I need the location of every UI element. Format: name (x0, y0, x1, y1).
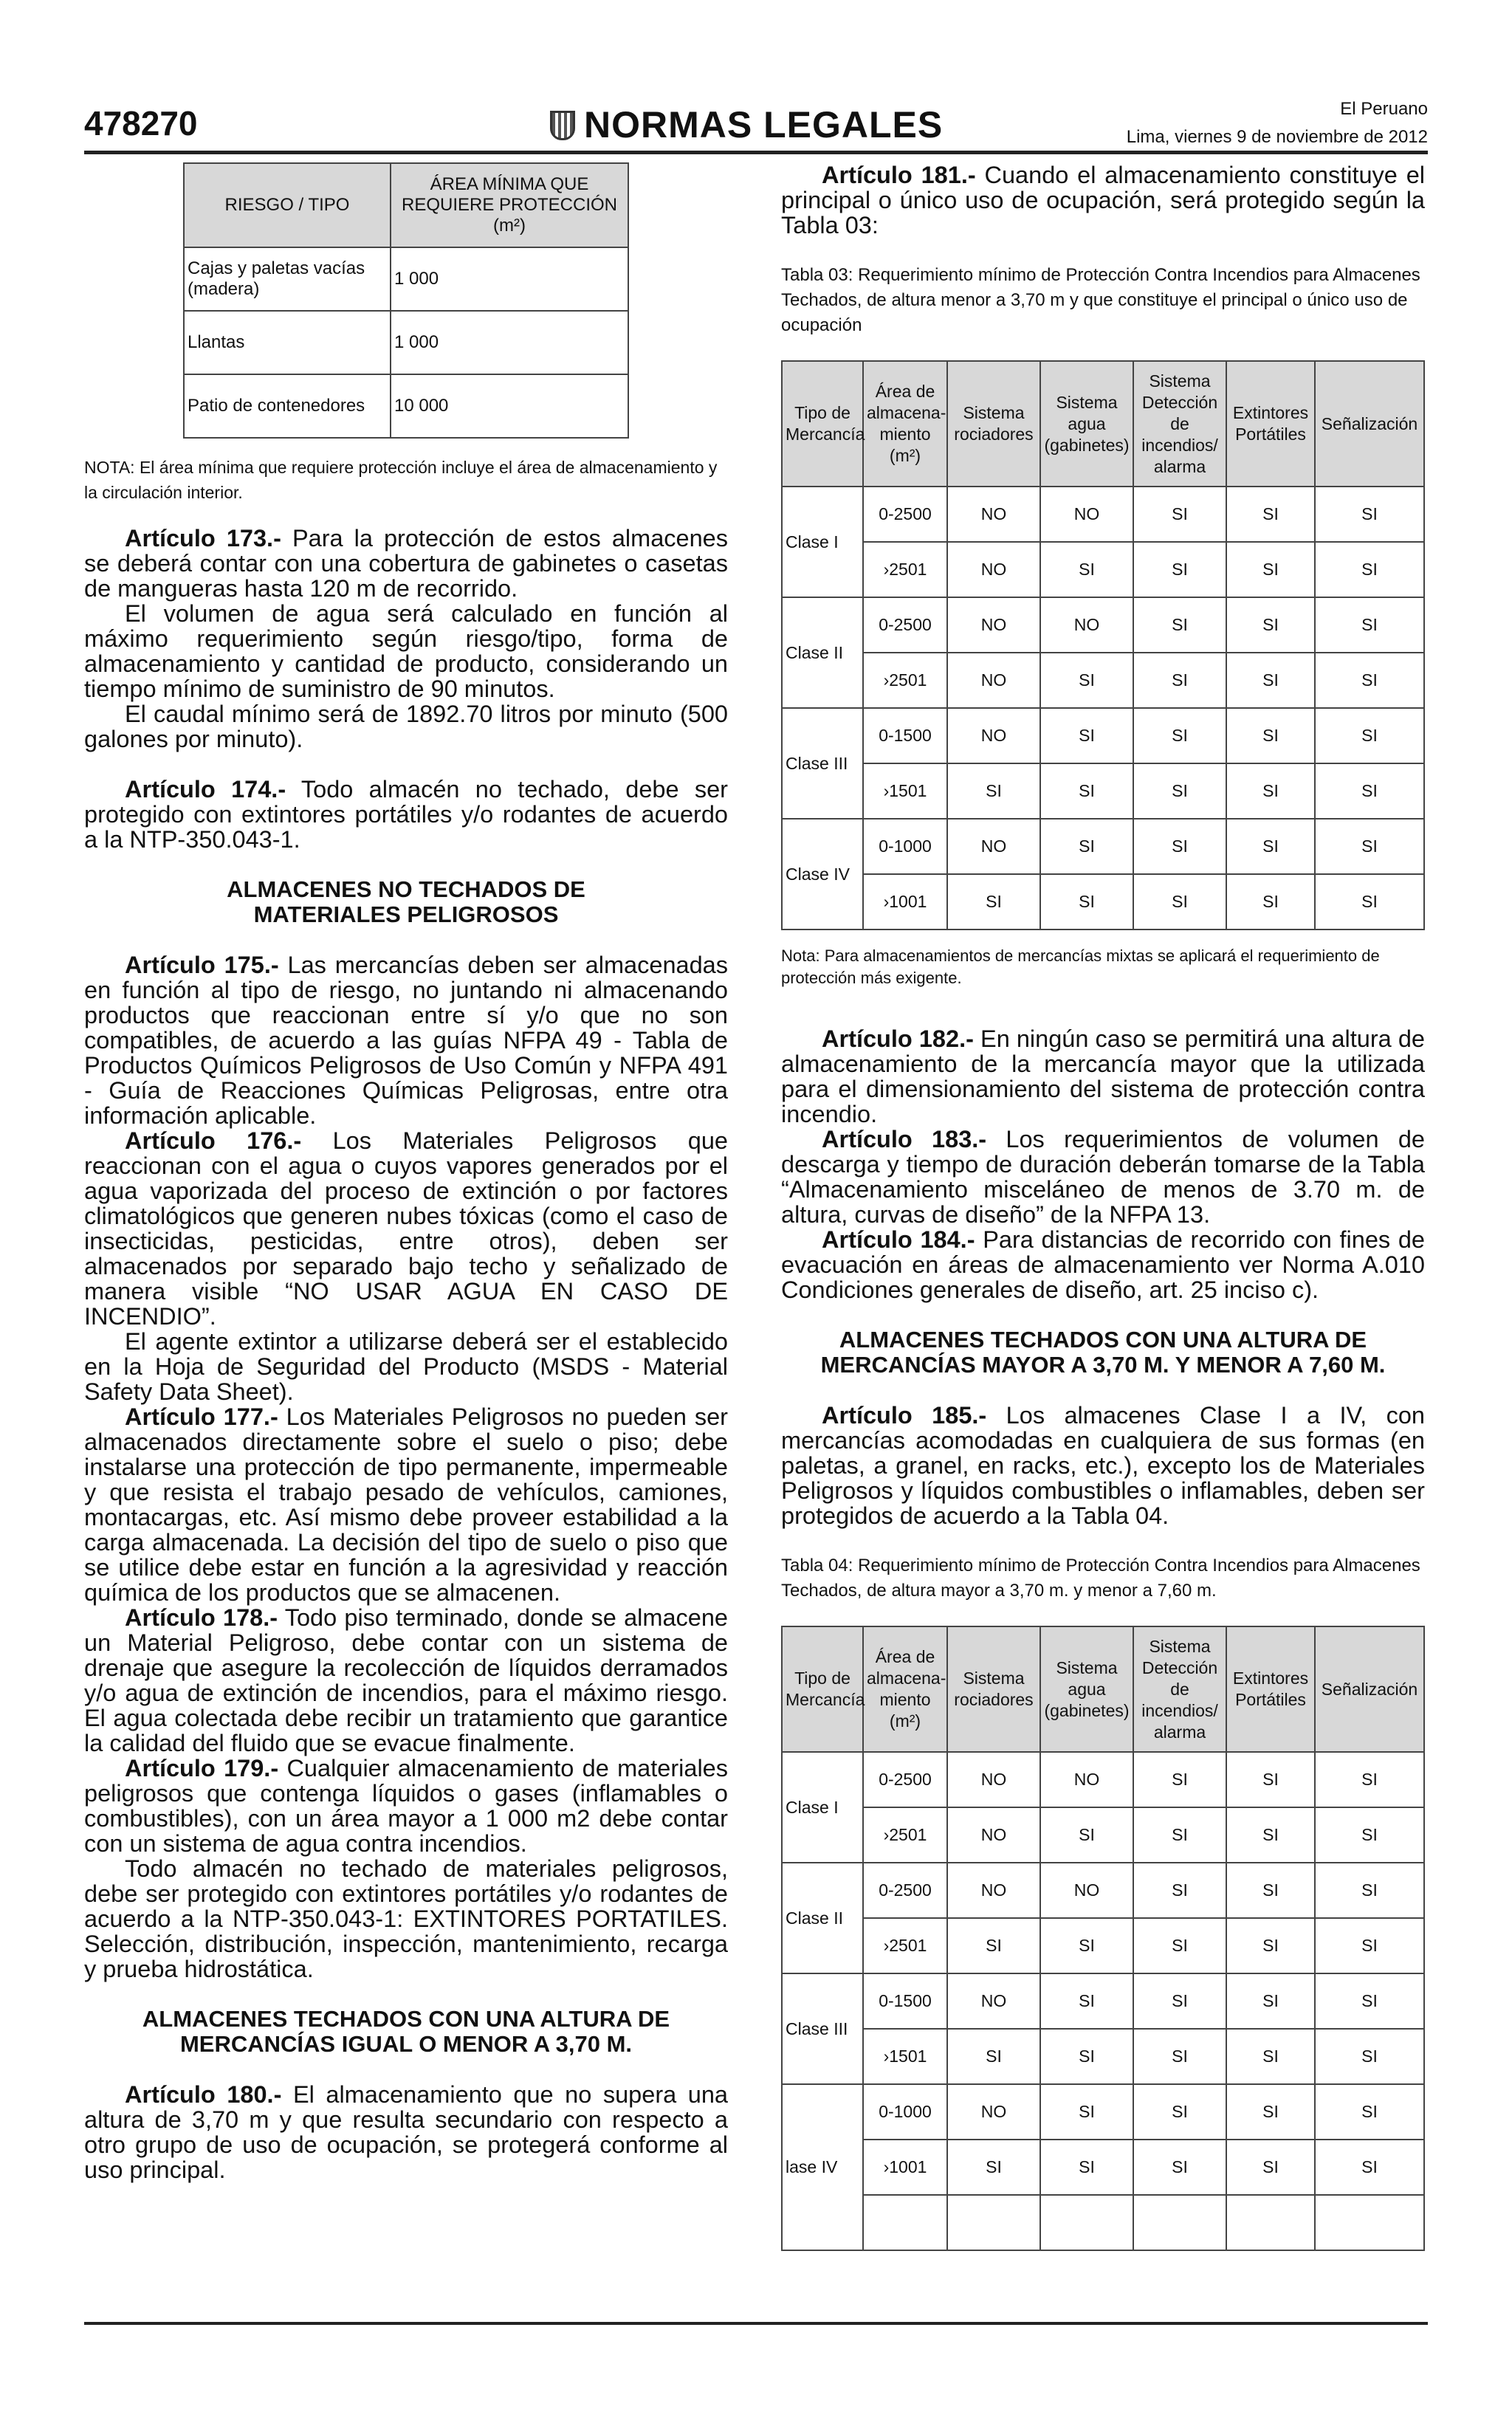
table-row (782, 2195, 1424, 2250)
col-header: Tipo de Mercancía (782, 1626, 863, 1752)
table-row (782, 653, 1424, 708)
clase-cell: Clase I (782, 1752, 863, 1863)
table-cell: SI (1040, 2029, 1133, 2084)
article-180 (84, 2082, 728, 2182)
table-cell: NO (947, 1807, 1040, 1863)
table-cell: 0-2500 (863, 487, 947, 542)
table-cell: SI (1226, 487, 1315, 542)
table-cell: SI (1226, 1807, 1315, 1863)
table-cell: SI (1226, 874, 1315, 929)
article-182 (781, 1026, 1425, 1127)
table-cell: SI (1226, 653, 1315, 708)
riesgo-area: 1 000 (391, 311, 628, 374)
col-header: Señalización (1315, 1626, 1424, 1752)
table-cell: NO (947, 708, 1040, 763)
table-cell: NO (947, 542, 1040, 597)
table-cell: SI (1133, 2084, 1226, 2140)
article-178-text: Todo piso terminado, donde se almacene un Material Peligroso, debe contar con un sistema de drenaje que asegure la recolección de líquidos derramados y/o agua de extinción de incendios, para el máximo riesgo. El agua colectada debe recibir un tratamiento que garantice la calidad del fluido que se evacue finalmente. (84, 1604, 729, 1756)
riesgo-table (183, 162, 629, 439)
table-cell: SI (1315, 763, 1424, 819)
table-cell: SI (1040, 819, 1133, 874)
article-182-lead: Artículo 182.- (822, 1025, 974, 1052)
table-cell: SI (1315, 1807, 1424, 1863)
table-cell: SI (1315, 1863, 1424, 1918)
table-cell: NO (1040, 1863, 1133, 1918)
table-04-header-row (782, 1626, 1424, 1752)
article-173-text: Para la protección de estos almacenes se deberá contar con una cobertura de gabinetes o casetas de mangueras hasta 120 m de recorrido. (84, 525, 729, 602)
article-180-lead: Artículo 180.- (125, 2081, 282, 2108)
col-header: Tipo de Mercancía (782, 361, 863, 487)
table-cell: SI (947, 2029, 1040, 2084)
table-cell: SI (1315, 2029, 1424, 2084)
table-row (782, 1752, 1424, 1807)
table-cell: SI (1040, 763, 1133, 819)
page-number: 478270 (84, 104, 198, 142)
table-cell: SI (947, 874, 1040, 929)
table-cell: NO (947, 1863, 1040, 1918)
table-row (782, 1807, 1424, 1863)
table-03-caption: Tabla 03: Requerimiento mínimo de Protección Contra Incendios para Almacenes Techados, de altura menor a 3,70 m y que constituye el principal o único uso de ocupación (781, 265, 1420, 335)
table-cell: SI (1315, 819, 1424, 874)
section-title-text: NORMAS LEGALES (584, 104, 944, 145)
table-row (782, 2029, 1424, 2084)
article-185-lead: Artículo 185.- (822, 1402, 987, 1429)
table-cell: NO (947, 1752, 1040, 1807)
article-179-p2-text: Todo almacén no techado de materiales peligrosos, debe ser protegido con extintores portátiles y/o rodantes de acuerdo a la NTP-350.043-1: EXTINTORES PORTATILES. Selección, distribución, inspección, mantenimiento, recarga y prueba hidrostática. (84, 1855, 728, 1982)
col-header: Sistema Detección de incendios/ alarma (1133, 1626, 1226, 1752)
table-cell (1315, 2195, 1424, 2250)
table-cell: SI (1226, 597, 1315, 653)
article-173-p3 (84, 701, 728, 752)
article-185-text: Los almacenes Clase I a IV, con mercancías acomodadas en cualquiera de sus formas (en paletas, a granel, en racks, etc.), excepto los de Materiales Peligrosos y líquidos combustibles o inflamables, deben ser protegidos de acuerdo a la Tabla 04. (781, 1402, 1425, 1529)
table-cell: SI (1226, 819, 1315, 874)
table-cell: SI (1133, 1918, 1226, 1973)
footer-rule (84, 2322, 1428, 2325)
table-cell: SI (1133, 2140, 1226, 2195)
table-row (782, 874, 1424, 929)
table-row (782, 597, 1424, 653)
table-cell: NO (947, 487, 1040, 542)
table-cell: NO (1040, 597, 1133, 653)
col-header: Extintores Portátiles (1226, 1626, 1315, 1752)
article-173-p2 (84, 601, 728, 701)
table-cell: NO (947, 819, 1040, 874)
article-176-p2-text: El agente extintor a utilizarse deberá ser el establecido en la Hoja de Seguridad del Producto (MSDS - Material Safety Data Sheet). (84, 1328, 728, 1405)
table-03-note: Nota: Para almacenamientos de mercancías mixtas se aplicará el requerimiento de protección más exigente. (781, 946, 1380, 987)
clase-cell: Clase IV (782, 819, 863, 929)
article-175 (84, 952, 728, 1128)
article-177-lead: Artículo 177.- (125, 1403, 278, 1430)
area-header: ÁREA MÍNIMA QUE REQUIERE PROTECCIÓN (m²) (391, 163, 628, 247)
table-cell: SI (1133, 597, 1226, 653)
table-cell: SI (1040, 2140, 1133, 2195)
article-175-text: Las mercancías deben ser almacenadas en función al tipo de riesgo, no juntando ni almacenando productos que reaccionan entre sí y/o que no son compatibles, de acuerdo a las guías NFPA 49 - Tabla de Productos Químicos Peligrosos de Uso Común y NFPA 491 - Guía de Reacciones Químicas Peligrosas, entre otra información aplicable. (84, 952, 728, 1129)
table-cell (1226, 2195, 1315, 2250)
table-cell: ›2501 (863, 1807, 947, 1863)
table-cell: ›2501 (863, 653, 947, 708)
col-header: Sistema Detección de incendios/ alarma (1133, 361, 1226, 487)
table-cell: SI (1315, 1752, 1424, 1807)
table-cell: SI (1315, 487, 1424, 542)
table-cell: SI (1133, 819, 1226, 874)
table-cell: SI (1133, 1807, 1226, 1863)
table-cell: SI (947, 1918, 1040, 1973)
article-181-text: Cuando el almacenamiento constituye el principal o único uso de ocupación, será protegido según la Tabla 03: (781, 162, 1425, 238)
left-column (84, 162, 728, 2182)
clase-cell: Clase II (782, 597, 863, 708)
table-cell: SI (1040, 1807, 1133, 1863)
table-cell: SI (1133, 708, 1226, 763)
table-cell (1040, 2195, 1133, 2250)
article-178-lead: Artículo 178.- (125, 1604, 278, 1631)
clase-cell: lase IV (782, 2084, 863, 2250)
table-cell: SI (1315, 874, 1424, 929)
table-04 (781, 1626, 1425, 2251)
table-cell: 0-2500 (863, 597, 947, 653)
table-cell: SI (1315, 2140, 1424, 2195)
table-cell: SI (1226, 1973, 1315, 2029)
table-cell: ›1001 (863, 2140, 947, 2195)
col-header: Sistema agua (gabinetes) (1040, 361, 1133, 487)
section-heading-techados-menor: ALMACENES TECHADOS CON UNA ALTURA DE MERCANCÍAS IGUAL O MENOR A 3,70 M. (142, 2006, 670, 2057)
article-179 (84, 1756, 728, 1856)
article-177 (84, 1404, 728, 1605)
newspaper-section-title (550, 103, 943, 146)
col-header: Sistema rociadores (947, 361, 1040, 487)
table-row (782, 542, 1424, 597)
table-row (782, 2084, 1424, 2140)
table-cell: SI (1040, 2084, 1133, 2140)
section-heading-no-techados: ALMACENES NO TECHADOS DE MATERIALES PELIGROSOS (227, 876, 585, 927)
clase-cell: Clase I (782, 487, 863, 597)
col-header: Área de almacena-miento (m²) (863, 361, 947, 487)
table-cell: SI (1133, 874, 1226, 929)
table-04-caption: Tabla 04: Requerimiento mínimo de Protección Contra Incendios para Almacenes Techados, de altura mayor a 3,70 m. y menor a 7,60 m. (781, 1556, 1420, 1601)
col-header: Señalización (1315, 361, 1424, 487)
table-row (782, 708, 1424, 763)
col-header: Sistema agua (gabinetes) (1040, 1626, 1133, 1752)
article-184 (781, 1227, 1425, 1302)
riesgo-area: 10 000 (391, 374, 628, 438)
table-row (782, 1973, 1424, 2029)
table-cell: SI (1040, 1973, 1133, 2029)
table-cell: SI (1133, 1973, 1226, 2029)
clase-cell: Clase III (782, 1973, 863, 2084)
publication-name: El Peruano (1340, 99, 1428, 119)
table-cell: 0-1000 (863, 2084, 947, 2140)
article-176 (84, 1128, 728, 1329)
col-header: Área de almacena-miento (m²) (863, 1626, 947, 1752)
article-173-p2-text: El volumen de agua será calculado en función al máximo requerimiento según riesgo/tipo, forma de almacenamiento y cantidad de producto, considerando un tiempo mínimo de suministro de 90 minutos. (84, 600, 728, 702)
table-cell: ›2501 (863, 1918, 947, 1973)
table-cell: 0-1000 (863, 819, 947, 874)
table-cell (863, 2195, 947, 2250)
table-cell: ›1501 (863, 763, 947, 819)
table-cell: 0-2500 (863, 1752, 947, 1807)
table-cell: SI (1040, 874, 1133, 929)
table-row (782, 1863, 1424, 1918)
table-row (782, 819, 1424, 874)
table-row (782, 487, 1424, 542)
riesgo-row (184, 311, 628, 374)
article-174-lead: Artículo 174.- (125, 776, 286, 803)
table-03-body (782, 487, 1424, 929)
clase-cell: Clase III (782, 708, 863, 819)
clase-cell: Clase II (782, 1863, 863, 1973)
table-cell: NO (947, 597, 1040, 653)
riesgo-type: Patio de contenedores (184, 374, 391, 438)
riesgo-row (184, 374, 628, 438)
table-cell: SI (1315, 2084, 1424, 2140)
table-cell: SI (1226, 542, 1315, 597)
table-cell: NO (1040, 487, 1133, 542)
col-header: Sistema rociadores (947, 1626, 1040, 1752)
table-cell: SI (1040, 708, 1133, 763)
table-cell: SI (1040, 1918, 1133, 1973)
table-cell (947, 2195, 1040, 2250)
table-cell: SI (1133, 763, 1226, 819)
article-175-lead: Artículo 175.- (125, 952, 279, 978)
table-cell: SI (1133, 1863, 1226, 1918)
riesgo-row (184, 247, 628, 311)
col-header: Extintores Portátiles (1226, 361, 1315, 487)
table-cell: NO (947, 653, 1040, 708)
table-cell: SI (1226, 1918, 1315, 1973)
table-cell: ›1001 (863, 874, 947, 929)
table-cell: NO (1040, 1752, 1133, 1807)
table-row (782, 2140, 1424, 2195)
table-cell: SI (947, 763, 1040, 819)
article-178 (84, 1605, 728, 1756)
article-183-lead: Artículo 183.- (822, 1126, 987, 1152)
table-cell: SI (1315, 597, 1424, 653)
table-cell: SI (1133, 2029, 1226, 2084)
table-cell: SI (1226, 2084, 1315, 2140)
riesgo-header-row (184, 163, 628, 247)
table-cell: 0-1500 (863, 1973, 947, 2029)
article-183-text: Los requerimientos de volumen de descarga y tiempo de duración deberán tomarse de la Tabla “Almacenamiento misceláneo de menos de 3.70 m. de altura, curvas de diseño” de la NFPA 13. (781, 1126, 1426, 1228)
table-cell: SI (1315, 1973, 1424, 2029)
publication-date: Lima, viernes 9 de noviembre de 2012 (1126, 127, 1428, 147)
article-176-p2 (84, 1329, 728, 1404)
table-cell (1133, 2195, 1226, 2250)
table-cell: SI (1226, 708, 1315, 763)
table-cell: SI (1226, 763, 1315, 819)
table-cell: SI (1040, 653, 1133, 708)
table-cell: SI (1315, 708, 1424, 763)
article-176-text: Los Materiales Peligrosos que reaccionan con el agua o cuyos vapores generados por el agua vaporizada del proceso de extinción o por factores climatológicos que generen nubes tóxicas (como el caso de insecticidas, pesticidas, entre otros), deben ser almacenados por separado bajo techo y señalizado de manera visible “NO USAR AGUA EN CASO DE INCENDIO”. (84, 1127, 728, 1330)
table-cell: SI (1133, 542, 1226, 597)
article-179-p2 (84, 1856, 728, 1982)
table-cell: SI (1226, 2029, 1315, 2084)
table-cell: NO (947, 1973, 1040, 2029)
riesgo-type: Cajas y paletas vacías (madera) (184, 247, 391, 311)
right-column (781, 162, 1425, 2251)
riesgo-type: Llantas (184, 311, 391, 374)
table-03 (781, 360, 1425, 930)
table-cell: NO (947, 2084, 1040, 2140)
table-cell: 0-2500 (863, 1863, 947, 1918)
article-181 (781, 162, 1425, 238)
riesgo-area: 1 000 (391, 247, 628, 311)
table-cell: SI (947, 2140, 1040, 2195)
table-04-body (782, 1752, 1424, 2250)
table-cell: SI (1315, 1918, 1424, 1973)
article-183 (781, 1127, 1425, 1227)
article-173 (84, 526, 728, 601)
article-176-lead: Artículo 176.- (125, 1127, 302, 1154)
table-03-header-row (782, 361, 1424, 487)
table-row (782, 1918, 1424, 1973)
article-174-text: Todo almacén no techado, debe ser protegido con extintores portátiles y/o rodantes de acuerdo a la NTP-350.043-1. (84, 776, 728, 853)
header-rule (84, 151, 1428, 154)
article-182-text: En ningún caso se permitirá una altura de almacenamiento de la mercancía mayor que la utilizada para el dimensionamiento del sistema de protección contra incendio. (781, 1025, 1425, 1127)
coat-of-arms-icon (550, 111, 575, 140)
table-cell: SI (1315, 653, 1424, 708)
article-179-text: Cualquier almacenamiento de materiales peligrosos que contenga líquidos o gases (inflamables o combustibles), con un área mayor a 1 000 m2 debe contar con un sistema de agua contra incendios. (84, 1755, 728, 1857)
article-179-lead: Artículo 179.- (125, 1755, 279, 1781)
table-cell: ›2501 (863, 542, 947, 597)
table-cell: 0-1500 (863, 708, 947, 763)
masthead-info (1127, 99, 1428, 148)
table-cell: SI (1226, 1863, 1315, 1918)
riesgo-note: NOTA: El área mínima que requiere protección incluye el área de almacenamiento y la circulación interior. (84, 458, 718, 502)
article-185 (781, 1403, 1425, 1528)
table-cell: SI (1226, 2140, 1315, 2195)
article-181-lead: Artículo 181.- (822, 162, 976, 188)
article-184-text: Para distancias de recorrido con fines de evacuación en áreas de almacenamiento ver Norma A.010 Condiciones generales de diseño, art. 25 inciso c). (781, 1226, 1425, 1303)
article-173-p3-text: El caudal mínimo será de 1892.70 litros por minuto (500 galones por minuto). (84, 701, 728, 752)
table-row (782, 763, 1424, 819)
table-cell: SI (1315, 542, 1424, 597)
table-cell: SI (1040, 542, 1133, 597)
section-heading-techados-mayor: ALMACENES TECHADOS CON UNA ALTURA DE MERCANCÍAS MAYOR A 3,70 M. Y MENOR A 7,60 M. (820, 1327, 1386, 1378)
article-180-text: El almacenamiento que no supera una altura de 3,70 m y que resulta secundario con respecto a otro grupo de uso de ocupación, se protegerá conforme al uso principal. (84, 2081, 728, 2183)
table-cell: SI (1226, 1752, 1315, 1807)
article-184-lead: Artículo 184.- (822, 1226, 975, 1253)
table-cell: SI (1133, 487, 1226, 542)
article-174 (84, 777, 728, 852)
table-cell: SI (1133, 1752, 1226, 1807)
table-cell: ›1501 (863, 2029, 947, 2084)
article-177-text: Los Materiales Peligrosos no pueden ser almacenados directamente sobre el suelo o piso; debe instalarse una protección de tipo permanente, impermeable y que resista el trabajo pesado de vehículos, camiones, montacargas, etc. Así mismo debe proveer estabilidad a la carga almacenada. La decisión del tipo de suelo o piso que se utilice debe estar en función a la agresividad y reacción química de los productos que se almacenen. (84, 1403, 728, 1606)
riesgo-header: RIESGO / TIPO (184, 163, 391, 247)
article-173-lead: Artículo 173.- (125, 525, 281, 551)
table-cell: SI (1133, 653, 1226, 708)
